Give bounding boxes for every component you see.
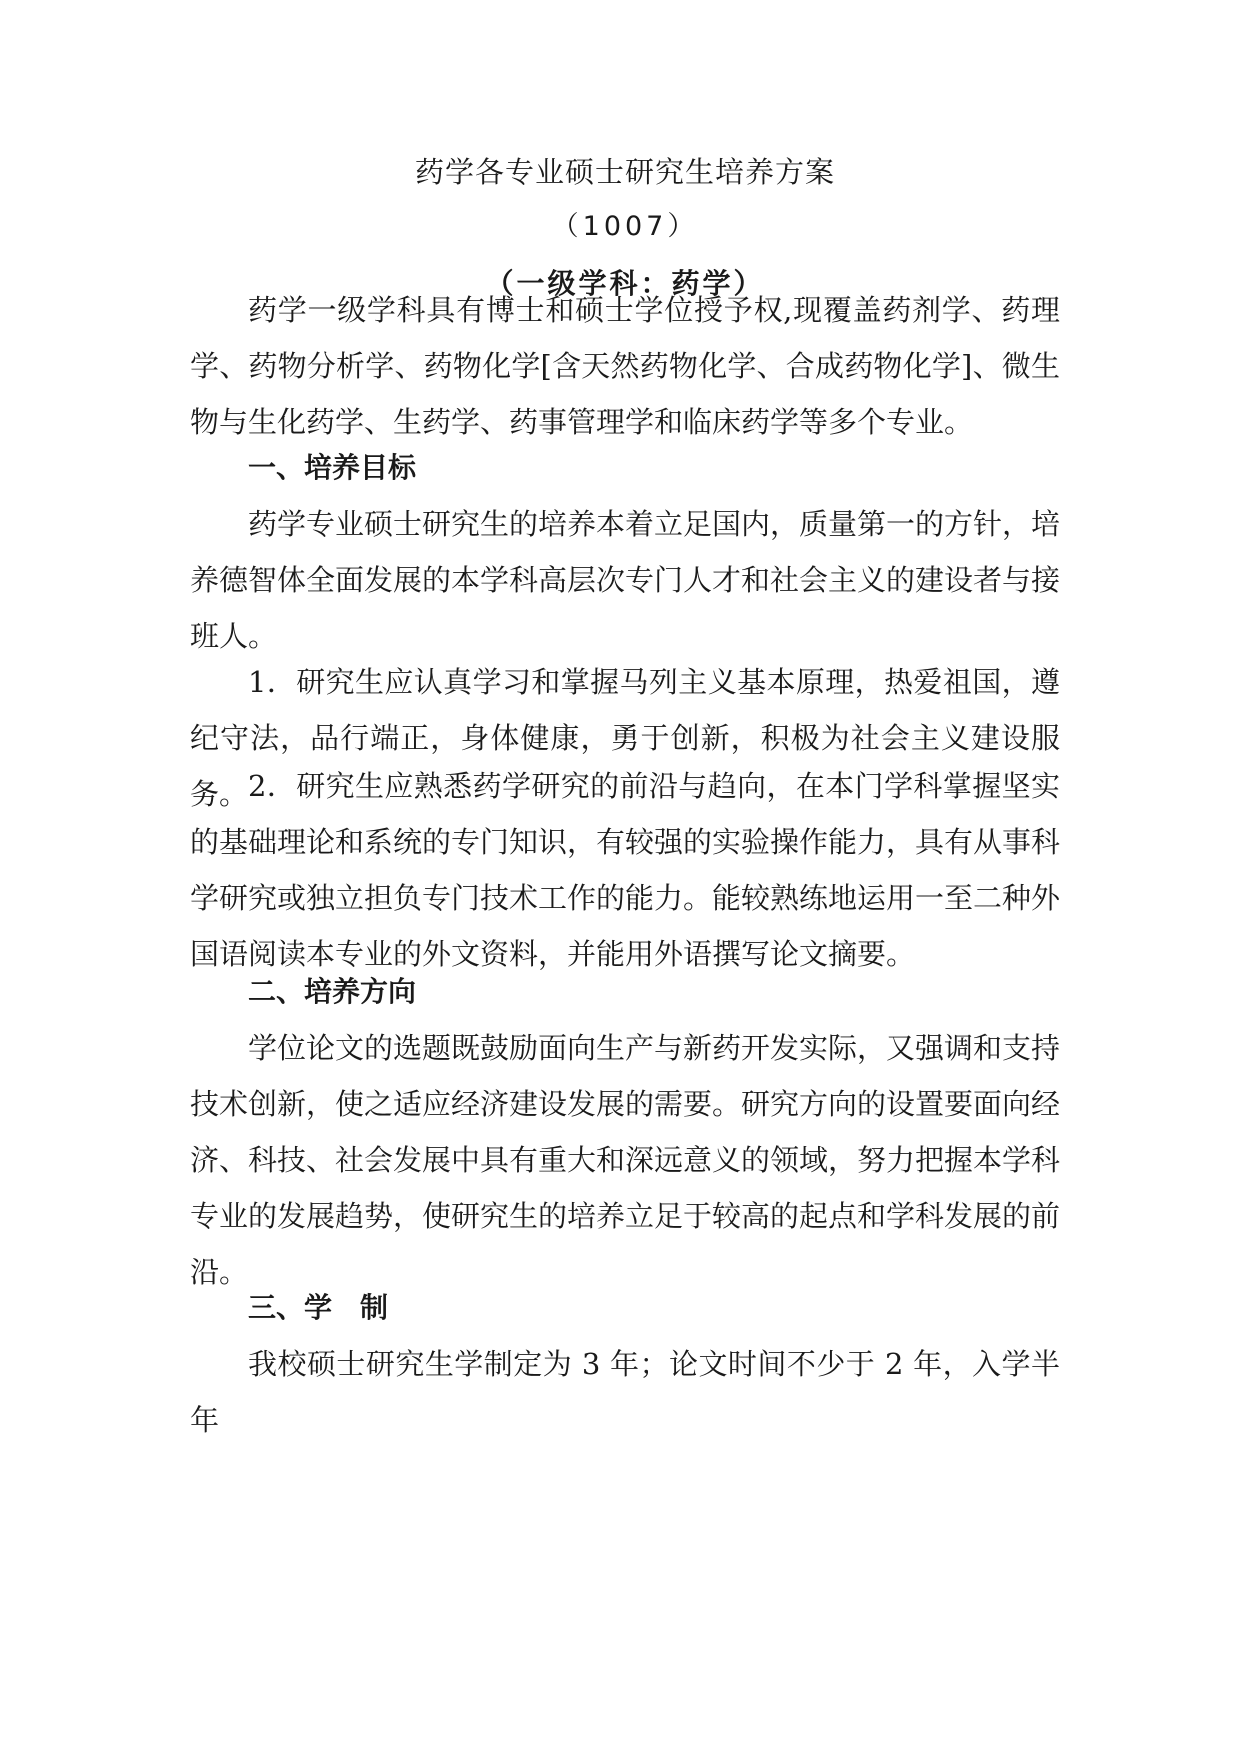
objectives-item-1: 1．研究生应认真学习和掌握马列主义基本原理，热爱祖国，遵纪守法，品行端正，身体健康，勇于创新，积极为社会主义建设服务。: [190, 665, 1060, 811]
document-title: 药学各专业硕士研究生培养方案: [414, 155, 835, 189]
directions-paragraph: 学位论文的选题既鼓励面向生产与新药开发实际，又强调和支持技术创新，使之适应经济建设发展的需要。研究方向的设置要面向经济、科技、社会发展中具有重大和深远意义的领域，努力把握本学科专业的发展趋势，使研究生的培养立足于较高的起点和学科发展的前沿。: [190, 1031, 1061, 1289]
discipline-level: （一级学科：药学）: [485, 267, 765, 300]
discipline-code: （1007）: [551, 211, 699, 242]
intro-paragraph: 药学一级学科具有博士和硕士学位授予权,现覆盖药剂学、药理学、药物分析学、药物化学[含天然药物化学、合成药物化学]、微生物与生化药学、生药学、药事管理学和临床药学等多个专业。: [190, 293, 1060, 439]
section-heading-directions: 二、培养方向: [248, 975, 417, 1008]
section-heading-duration: 三、学 制: [248, 1291, 389, 1324]
section-heading-objectives: 一、培养目标: [248, 451, 417, 484]
objectives-item-2: 2．研究生应熟悉药学研究的前沿与趋向，在本门学科掌握坚实的基础理论和系统的专门知识，有较强的实验操作能力，具有从事科学研究或独立担负专门技术工作的能力。能较熟练地运用一至二种外国语阅读本专业的外文资料，并能用外语撰写论文摘要。: [190, 769, 1061, 971]
duration-paragraph: 我校硕士研究生学制定为 3 年；论文时间不少于 2 年，入学半年: [190, 1347, 1060, 1437]
objectives-paragraph: 药学专业硕士研究生的培养本着立足国内，质量第一的方针，培养德智体全面发展的本学科高层次专门人才和社会主义的建设者与接班人。: [190, 507, 1061, 653]
